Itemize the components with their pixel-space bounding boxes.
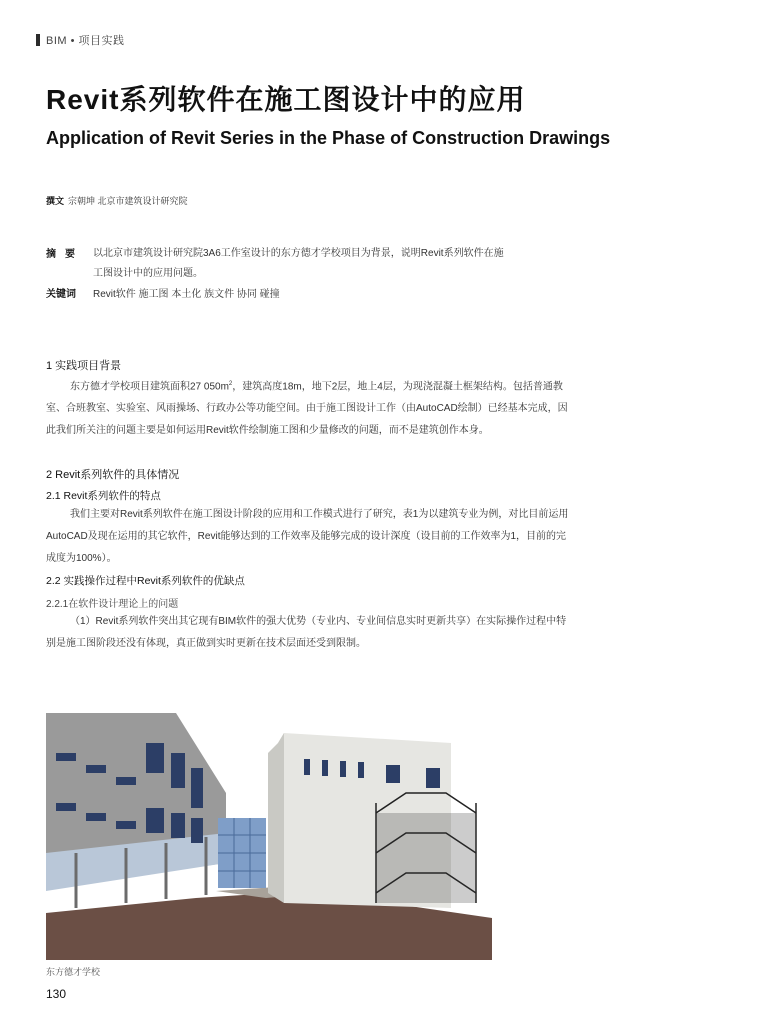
article-title-cn: Revit系列软件在施工图设计中的应用 (46, 84, 526, 115)
section-2-heading: 2 Revit系列软件的具体情况 (46, 469, 180, 481)
section-2-2-1-heading: 2.2.1在软件设计理论上的问题 (46, 599, 179, 610)
keywords-label: 关键词 (46, 289, 76, 300)
superscript-2: 2 (228, 381, 233, 387)
author-text: 宗朝坤 北京市建筑设计研究院 (68, 196, 188, 206)
figure-caption: 东方德才学校 (46, 967, 101, 977)
section-2-2-1-paragraph: （1）Revit系列软件突出其它现有BIM软件的强大优势（专业内、专业间信息实时更新共享）在实际操作过程中特别是施工图阶段还没有体现，真正做到实时更新在技术层面还受到限制。 (46, 616, 567, 649)
author-line (46, 194, 188, 207)
section-1-paragraph (46, 373, 576, 442)
section-1-text-b: ，建筑高度18m，地下2层，地上4层，为现浇混凝土框架结构。包括普通教室、合班教室、实验室、风雨操场、行政办公等功能空间。由于施工图设计工作（由AutoCAD绘制）已经基本完成，因此我们所关注的问题主要是如何运用Revit软件绘制施工图和少量修改的问题，而不是建筑创作本身。 (46, 381, 568, 437)
school-rendering-figure (46, 713, 492, 960)
abstract-label: 摘要 (46, 249, 84, 260)
header-section-label: BIM • 项目实践 (46, 35, 125, 47)
header-bar-mark (36, 34, 40, 46)
article-title-en: Application of Revit Series in the Phase of Construction Drawings (46, 128, 611, 148)
page-number: 130 (46, 987, 67, 1001)
section-1-text-a: 东方德才学校项目建筑面积27 050m (70, 381, 229, 393)
abstract-text: 以北京市建筑设计研究院3A6工作室设计的东方德才学校项目为背景，说明Revit系列软件在施工图设计中的应用问题。 (93, 248, 504, 279)
keywords-text: Revit软件 施工图 本土化 族文件 协同 碰撞 (93, 289, 280, 300)
section-2-1-heading: 2.1 Revit系列软件的特点 (46, 490, 161, 502)
section-1-heading: 1 实践项目背景 (46, 360, 122, 372)
section-2-2-heading: 2.2 实践操作过程中Revit系列软件的优缺点 (46, 575, 245, 587)
building-rendering-image (46, 713, 492, 960)
author-label: 撰文 (46, 196, 65, 206)
section-2-1-paragraph: 我们主要对Revit系列软件在施工图设计阶段的应用和工作模式进行了研究，表1为以建筑专业为例，对比目前运用AutoCAD及现在运用的其它软件，Revit能够达到的工作效率及能够完成的设计深度（设目前的工作效率为1，目前的完成度为100%）。 (46, 509, 569, 564)
